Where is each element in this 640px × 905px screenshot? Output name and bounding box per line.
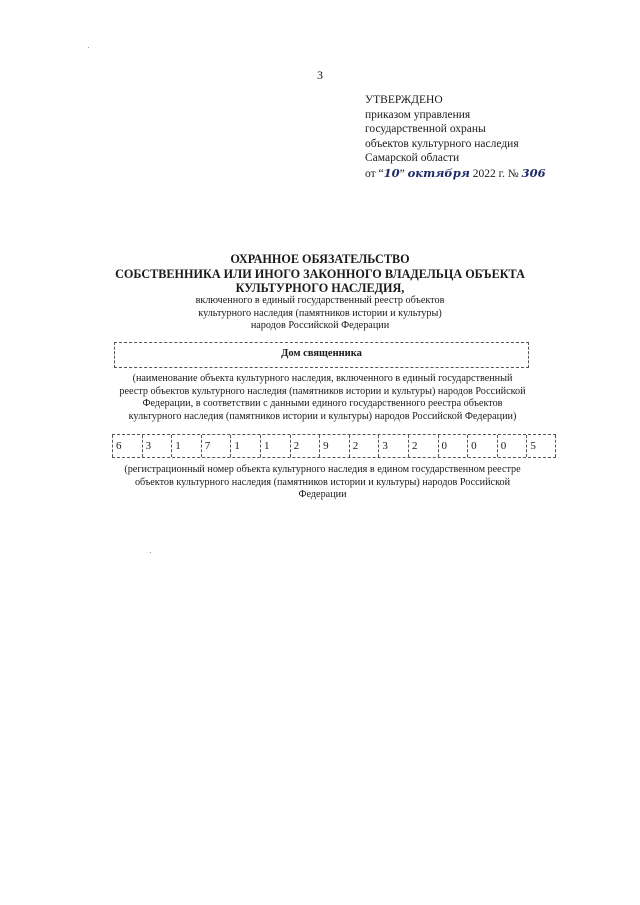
caption-line: (регистрационный номер объекта культурного наследия в едином государственном реестре bbox=[124, 464, 521, 475]
registration-digit: 0 bbox=[497, 435, 527, 457]
registration-digit: 1 bbox=[260, 435, 290, 457]
registration-number-grid bbox=[112, 434, 556, 458]
registration-digit: 1 bbox=[230, 435, 260, 457]
approval-stamp bbox=[365, 93, 546, 181]
registration-digit: 7 bbox=[201, 435, 231, 457]
approval-line: объектов культурного наследия bbox=[365, 137, 519, 150]
object-name-box bbox=[114, 342, 529, 368]
decree-number: 306 bbox=[521, 165, 546, 180]
registration-digit: 2 bbox=[349, 435, 379, 457]
approval-title: УТВЕРЖДЕНО bbox=[365, 94, 443, 106]
subheading-line: включенного в единый государственный реестр объектов bbox=[195, 295, 445, 306]
object-name: Дом священника bbox=[281, 348, 362, 359]
heading-line: СОБСТВЕННИКА ИЛИ ИНОГО ЗАКОННОГО ВЛАДЕЛЬЦА ОБЪЕКТА bbox=[115, 266, 525, 281]
subheading-line: народов Российской Федерации bbox=[250, 320, 390, 331]
registration-digit: 3 bbox=[142, 435, 172, 457]
document-heading bbox=[0, 252, 640, 296]
registration-digit: 5 bbox=[526, 435, 556, 457]
registration-digit: 0 bbox=[438, 435, 468, 457]
caption-line: реестр объектов культурного наследия (памятников истории и культуры) народов Российской bbox=[119, 385, 526, 397]
scan-speck bbox=[150, 552, 151, 553]
decree-year: 2022 г. № bbox=[472, 167, 519, 180]
heading-line: КУЛЬТУРНОГО НАСЛЕДИЯ, bbox=[235, 281, 405, 295]
date-prefix: от “ bbox=[365, 167, 384, 180]
caption-line: Федерации, в соответствии с данными единого государственного реестра объектов bbox=[142, 398, 503, 409]
decree-day: 10 bbox=[383, 165, 400, 180]
caption-line: объектов культурного наследия (памятников истории и культуры) народов Российской bbox=[134, 476, 511, 488]
registration-caption bbox=[110, 464, 535, 502]
caption-line: (наименование объекта культурного наследия, включенного в единый государственный bbox=[132, 373, 513, 384]
approval-line: приказом управления bbox=[365, 108, 471, 121]
registration-digit: 0 bbox=[467, 435, 497, 457]
document-subheading bbox=[0, 295, 640, 333]
heading-line: ОХРАННОЕ ОБЯЗАТЕЛЬСТВО bbox=[230, 252, 410, 266]
caption-line: Федерации bbox=[298, 489, 347, 500]
registration-digit: 2 bbox=[408, 435, 438, 457]
registration-digit: 2 bbox=[290, 435, 320, 457]
registration-digit: 3 bbox=[378, 435, 408, 457]
decree-date-row bbox=[365, 166, 546, 182]
approval-line: Самарской области bbox=[365, 152, 460, 164]
date-quote-close: ” bbox=[399, 167, 408, 180]
caption-line: культурного наследия (памятников истории и культуры) народов Российской Федерации) bbox=[128, 410, 517, 422]
object-name-caption bbox=[110, 373, 535, 423]
approval-line: государственной охраны bbox=[365, 123, 486, 135]
page-number: 3 bbox=[317, 68, 323, 82]
subheading-line: культурного наследия (памятников истории и культуры) bbox=[198, 307, 442, 319]
registration-digit: 6 bbox=[112, 435, 142, 457]
scan-speck bbox=[88, 47, 89, 48]
registration-digit: 9 bbox=[319, 435, 349, 457]
registration-digit: 1 bbox=[171, 435, 201, 457]
decree-month: октября bbox=[407, 165, 470, 180]
